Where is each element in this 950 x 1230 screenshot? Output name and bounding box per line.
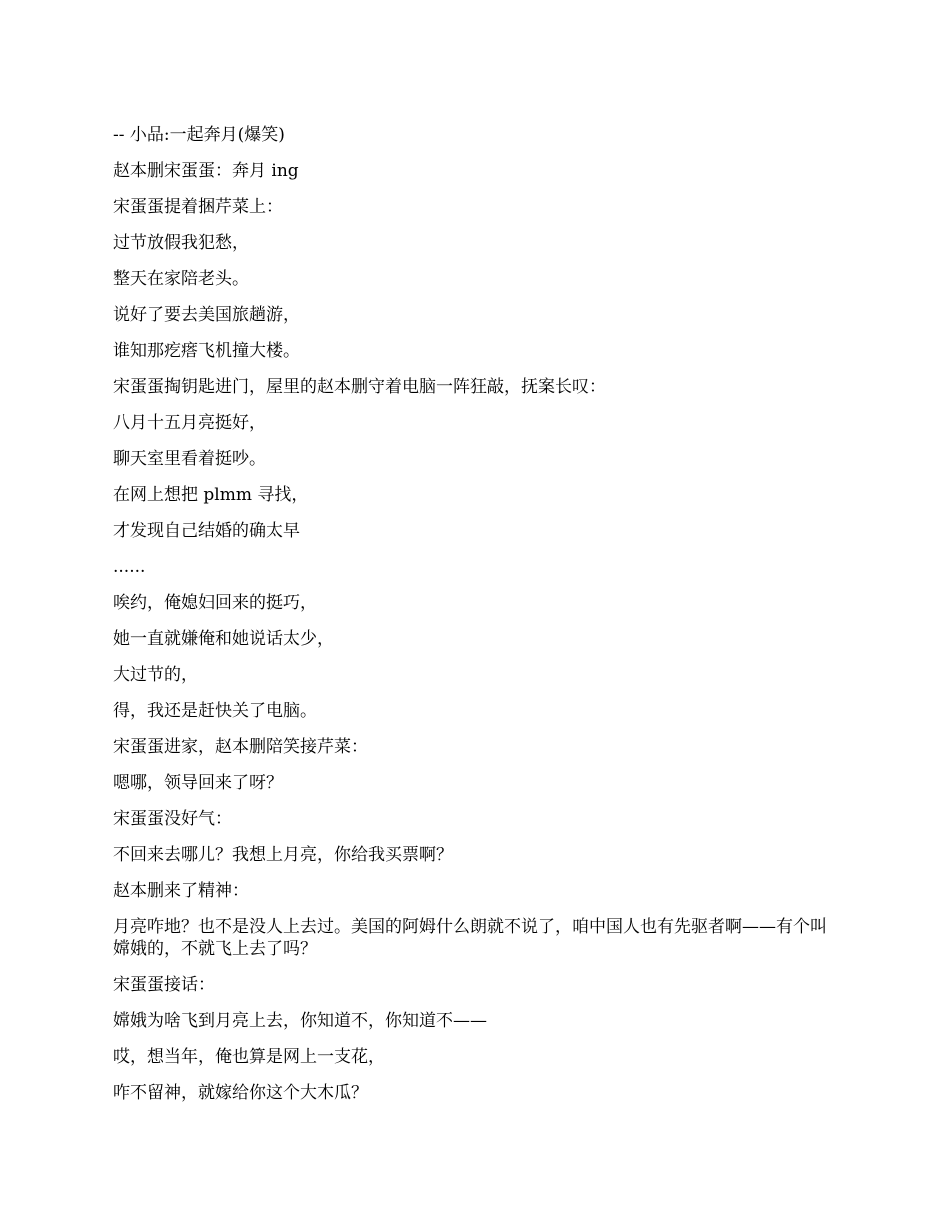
paragraph: 宋蛋蛋接话： <box>113 975 215 995</box>
paragraph: 过节放假我犯愁， <box>113 233 249 253</box>
paragraph: 唉约，俺媳妇回来的挺巧， <box>113 593 317 613</box>
paragraph: 月亮咋地？也不是没人上去过。美国的阿姆什么朗就不说了，咱中国人也有先驱者啊——有个叫嫦娥的，不就飞上去了吗？ <box>113 917 827 959</box>
paragraph: 宋蛋蛋提着捆芹菜上： <box>113 197 283 217</box>
paragraph: 不回来去哪儿？我想上月亮，你给我买票啊？ <box>113 845 453 865</box>
paragraph: 说好了要去美国旅趟游， <box>113 305 300 325</box>
paragraph: 谁知那疙瘩飞机撞大楼。 <box>113 341 300 361</box>
paragraph: 她一直就嫌俺和她说话太少， <box>113 629 334 649</box>
paragraph: 才发现自己结婚的确太早 <box>113 521 300 541</box>
paragraph: 整天在家陪老头。 <box>113 269 249 289</box>
paragraph: 在网上想把 plmm 寻找， <box>113 485 309 505</box>
paragraph: 八月十五月亮挺好， <box>113 413 266 433</box>
paragraph: 哎，想当年，俺也算是网上一支花， <box>113 1047 385 1067</box>
paragraph: 赵本删来了精神： <box>113 881 249 901</box>
paragraph: 得，我还是赶快关了电脑。 <box>113 701 317 721</box>
paragraph: 咋不留神，就嫁给你这个大木瓜？ <box>113 1083 368 1103</box>
paragraph: 宋蛋蛋没好气： <box>113 809 232 829</box>
paragraph: 嗯哪，领导回来了呀？ <box>113 773 283 793</box>
paragraph: 宋蛋蛋进家，赵本删陪笑接芹菜： <box>113 737 368 757</box>
paragraph-ellipsis: ...... <box>113 557 146 577</box>
paragraph: 赵本删宋蛋蛋：奔月 ing <box>113 161 299 181</box>
document-page <box>113 124 843 1118</box>
paragraph: 大过节的， <box>113 665 198 685</box>
paragraph: 嫦娥为啥飞到月亮上去，你知道不，你知道不—— <box>113 1011 487 1031</box>
paragraph: 宋蛋蛋掏钥匙进门，屋里的赵本删守着电脑一阵狂敲，抚案长叹： <box>113 377 606 397</box>
paragraph-title: -- 小品:一起奔月(爆笑) <box>113 125 285 145</box>
paragraph: 聊天室里看着挺吵。 <box>113 449 266 469</box>
